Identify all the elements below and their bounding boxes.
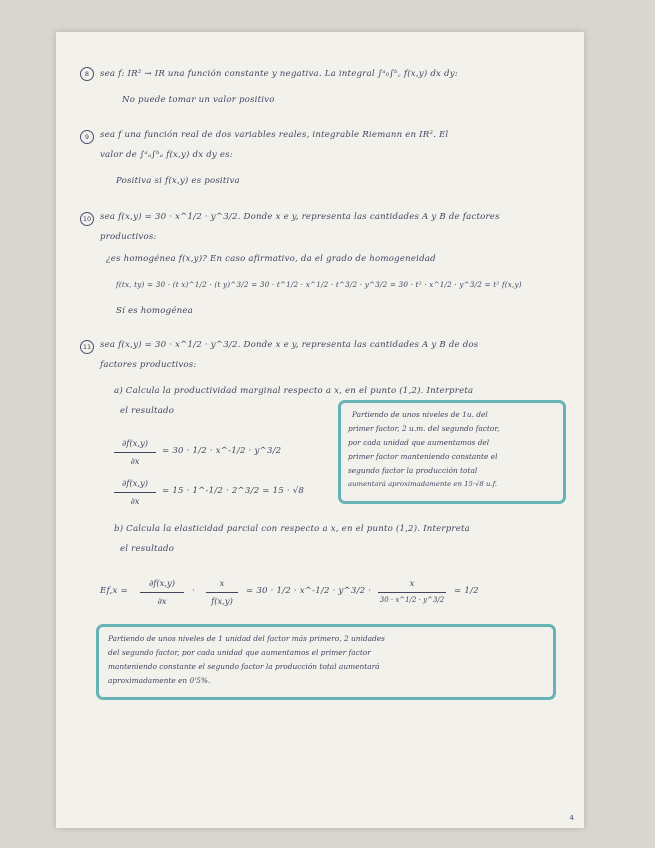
question-number-badge: 11 — [80, 340, 94, 354]
q11a-statement-line1: a) Calcula la productividad marginal respecto a x, en el punto (1,2). Interpreta — [114, 386, 474, 396]
q11a-eq1-rhs: = 30 · 1/2 · x^-1/2 · y^3/2 — [162, 446, 282, 456]
q11a-box-line: aumentará aproximadamente en 15·√8 u.f. — [348, 480, 498, 488]
q11b-frac3-numerator: x — [409, 578, 415, 588]
question-number-badge: 8 — [80, 67, 94, 81]
q11a-eq1-numerator: ∂f(x,y) — [121, 438, 149, 448]
q11-statement-line1: sea f(x,y) = 30 · x^1/2 · y^3/2. Donde x e y, representa las cantidades A y B de dos — [100, 340, 479, 350]
fraction-bar — [114, 492, 156, 493]
q11b-result: = 1/2 — [454, 586, 479, 596]
page-number: 4 — [569, 814, 574, 822]
question-number-badge: 10 — [80, 212, 94, 226]
q11b-box-line: manteniendo constante el segundo factor la producción total aumentará — [108, 662, 380, 671]
q11b-mid-expression: = 30 · 1/2 · x^-1/2 · y^3/2 · — [246, 586, 372, 596]
q11b-frac3-denominator: 30 · x^1/2 · y^3/2 — [379, 596, 445, 604]
q11a-eq2-rhs: = 15 · 1^-1/2 · 2^3/2 = 15 · √8 — [162, 486, 305, 496]
q10-answer: Sí es homogénea — [116, 306, 193, 316]
q11b-statement-line1: b) Calcula la elasticidad parcial con respecto a x, en el punto (1,2). Interpreta — [114, 524, 470, 534]
q9-statement-line1: sea f una función real de dos variables reales, integrable Riemann en IR². El — [100, 130, 449, 140]
q11b-frac2-denominator: f(x,y) — [211, 596, 233, 606]
q10-statement-line1: sea f(x,y) = 30 · x^1/2 · y^3/2. Donde x e y, representa las cantidades A y B de factores — [100, 212, 500, 222]
q11b-statement-line2: el resultado — [120, 544, 175, 554]
q11b-frac1-denominator: ∂x — [157, 596, 167, 606]
q11b-box-line: Partiendo de unos niveles de 1 unidad del factor más primero, 2 unidades — [108, 634, 385, 643]
multiply-dot: · — [192, 586, 195, 596]
q11a-box-line: primer factor, 2 u.m. del segundo factor, — [348, 424, 500, 433]
q10-statement-line2: productivos: — [100, 232, 157, 242]
q11b-frac1-numerator: ∂f(x,y) — [148, 578, 176, 588]
q9-statement-line2: valor de ∫ᵃₐ∫ᵇₐ f(x,y) dx dy es: — [100, 150, 233, 160]
q11b-box-line: del segundo factor, por cada unidad que aumentamos el primer factor — [108, 648, 371, 657]
q11a-box-line: segundo factor la producción total — [348, 466, 478, 475]
q8-answer: No puede tomar un valor positivo — [122, 95, 275, 105]
q11a-eq2-denominator: ∂x — [130, 496, 140, 506]
q11a-eq2-numerator: ∂f(x,y) — [121, 478, 149, 488]
fraction-bar — [114, 452, 156, 453]
q11a-box-line: Partiendo de unos niveles de 1u. del — [352, 410, 488, 419]
fraction-bar — [378, 592, 446, 593]
fraction-bar — [206, 592, 238, 593]
q11b-box-line: aproximadamente en 0'5%. — [108, 676, 211, 685]
notebook-page — [56, 32, 584, 828]
question-number-badge: 9 — [80, 130, 94, 144]
q10-derivation: f(tx, ty) = 30 · (t x)^1/2 · (t y)^3/2 = 30 · t^1/2 · x^1/2 · t^3/2 · y^3/2 = 30 · t² · x^1/2 · y^3/2 = t² f(x,y) — [116, 280, 522, 289]
q11b-lhs: Ef,x = — [100, 586, 128, 596]
q10-question: ¿es homogénea f(x,y)? En caso afirmativo, da el grado de homogeneidad — [106, 254, 436, 264]
q11a-box-line: primer factor manteniendo constante el — [348, 452, 498, 461]
q8-statement: sea f: IR² → IR una función constante y negativa. La integral ∫ᵃ₀∫ᵇ꜀ f(x,y) dx dy: — [100, 69, 458, 79]
q11a-box-line: por cada unidad que aumentamos del — [348, 438, 490, 447]
q11a-statement-line2: el resultado — [120, 406, 175, 416]
q9-answer: Positiva si f(x,y) es positiva — [116, 176, 240, 186]
q11b-frac2-numerator: x — [219, 578, 225, 588]
q11a-eq1-denominator: ∂x — [130, 456, 140, 466]
q11-statement-line2: factores productivos: — [100, 360, 197, 370]
fraction-bar — [140, 592, 184, 593]
